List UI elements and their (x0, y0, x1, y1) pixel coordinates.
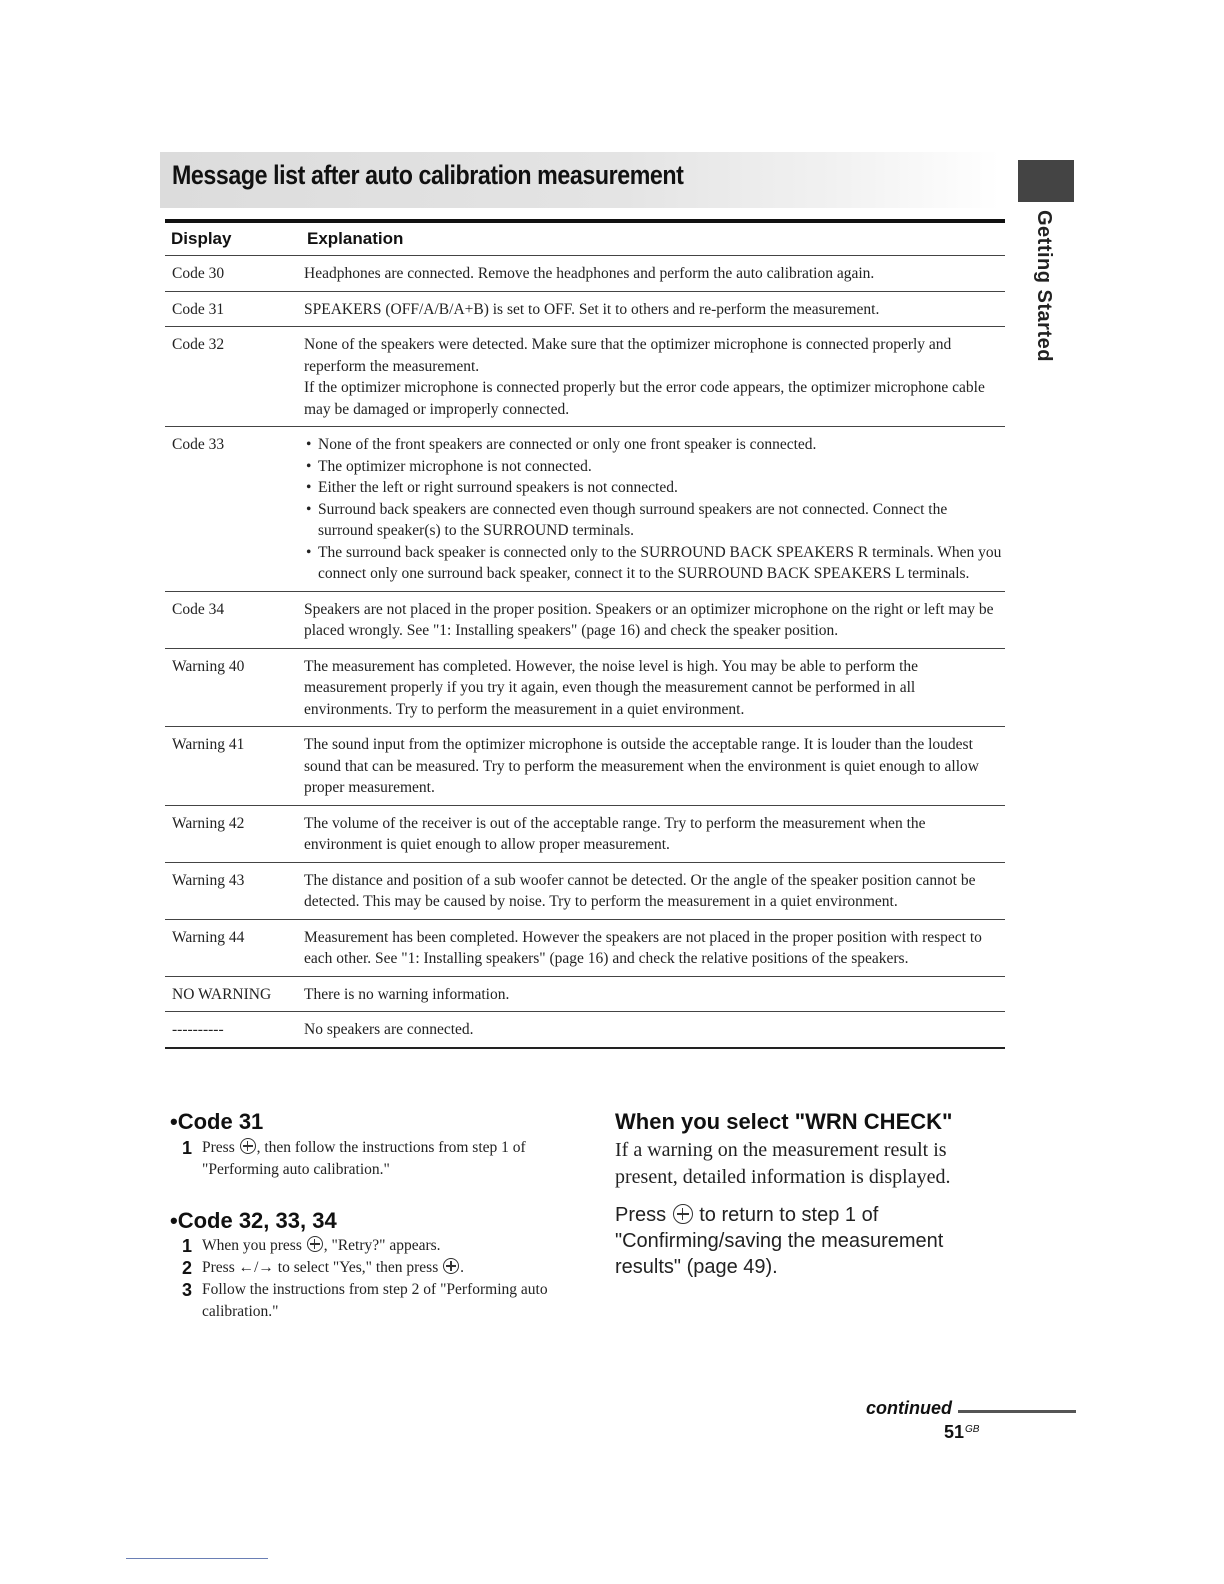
page-number-value: 51 (944, 1422, 965, 1442)
row-explanation-part: None of the speakers were detected. Make sure that the optimizer microphone is connected properly and reperform the measurement. (304, 336, 952, 375)
step-text (202, 1137, 582, 1181)
row-explanation: No speakers are connected. (304, 1021, 474, 1038)
row-code: Code 30 (172, 265, 225, 282)
step-text-part: When you press (202, 1237, 302, 1254)
bullet-item: • None of the front speakers are connected or only one front speaker is connected. (304, 434, 1003, 456)
enter-icon (673, 1204, 693, 1224)
table-header (165, 223, 1005, 256)
table-row (165, 863, 1005, 920)
enter-icon (240, 1138, 256, 1154)
step-number: 2 (182, 1258, 193, 1278)
enter-icon (443, 1258, 459, 1274)
table-row (165, 649, 1005, 728)
row-code: Code 32 (172, 336, 225, 353)
step-number: 3 (182, 1280, 193, 1300)
row-explanation: Headphones are connected. Remove the headphones and perform the auto calibration again. (304, 265, 875, 282)
message-table (165, 219, 1005, 1049)
step-number: 1 (182, 1138, 193, 1158)
table-row (165, 727, 1005, 806)
continued-rule (958, 1410, 1076, 1413)
code31-steps (182, 1137, 582, 1181)
bullet-list (304, 434, 1003, 585)
wrn-check-press (615, 1202, 1005, 1280)
step-text-part: . (460, 1259, 464, 1276)
row-code: ---------- (172, 1021, 224, 1038)
code32-steps (182, 1235, 582, 1323)
step-text-part: , "Retry?" appears. (323, 1237, 441, 1254)
header-display: Display (171, 229, 232, 248)
row-code: NO WARNING (172, 985, 272, 1003)
step-text-part: Press ←/→ to select "Yes," then press (202, 1259, 439, 1276)
table-row (165, 327, 1005, 427)
row-explanation: The distance and position of a sub woofer cannot be detected. Or the angle of the speaker position cannot be detected. This may be caused by noise. Try to perform the measurement in a quiet environment. (304, 871, 976, 910)
table-row (165, 920, 1005, 977)
step (182, 1279, 582, 1323)
table-row (165, 256, 1005, 292)
bullet-item: • The optimizer microphone is not connected. (304, 456, 1003, 478)
table-row (165, 1012, 1005, 1049)
header-explanation: Explanation (307, 229, 404, 248)
footnote-rule (126, 1558, 268, 1559)
step-text-part: , then follow the instructions from step 1 of "Performing auto calibration." (202, 1139, 526, 1178)
row-explanation: The sound input from the optimizer microphone is outside the acceptable range. It is louder than the loudest sound that can be measured. Try to perform the measurement when the environment is quiet enough to allow proper measurement. (304, 736, 979, 796)
enter-icon (307, 1236, 323, 1252)
section-tab-marker (1018, 160, 1074, 202)
step-text-part: Press (202, 1139, 235, 1156)
step (182, 1137, 582, 1181)
row-code: Warning 43 (172, 871, 245, 889)
section-side-label: Getting Started (1033, 210, 1055, 362)
row-code: Warning 44 (172, 928, 245, 946)
row-code: Warning 42 (172, 814, 245, 832)
row-explanation (304, 334, 1005, 420)
page-number (944, 1422, 979, 1443)
row-explanation: Speakers are not placed in the proper position. Speakers or an optimizer microphone on the right or left may be placed wrongly. See "1: Installing speakers" (page 16) and check the speaker position. (304, 600, 994, 639)
row-explanation: The measurement has completed. However, the noise level is high. You may be able to perform the measurement properly if you try it again, even though the measurement cannot be performed in all environments. Try to perform the measurement in a quiet environment. (304, 657, 919, 718)
row-explanation: The volume of the receiver is out of the acceptable range. Try to perform the measurement when the environment is quiet enough to allow proper measurement. (304, 814, 926, 853)
table-row (165, 292, 1005, 328)
row-explanation: SPEAKERS (OFF/A/B/A+B) is set to OFF. Set it to others and re-perform the measurement. (304, 300, 880, 318)
row-code: Warning 41 (172, 736, 245, 753)
page-number-suffix: GB (965, 1424, 980, 1435)
step-text (202, 1257, 582, 1279)
table-row (165, 427, 1005, 592)
continued-label: continued (866, 1398, 952, 1418)
table-row (165, 977, 1005, 1013)
bullet-item: • The surround back speaker is connected only to the SURROUND BACK SPEAKERS R terminals. When you connect only one surround back speaker, connect it to the SURROUND BACK SPEAKERS L terminals. (304, 542, 1003, 585)
table-row (165, 592, 1005, 649)
row-code: Warning 40 (172, 657, 245, 675)
bullet-item: • Either the left or right surround speakers is not connected. (304, 477, 1003, 499)
step (182, 1257, 582, 1279)
page-title: Message list after auto calibration measurement (172, 160, 684, 190)
row-code: Code 31 (172, 300, 225, 318)
row-code: Code 34 (172, 600, 225, 618)
press-text-part: to return to step 1 of "Confirming/saving the measurement results" (page 49). (615, 1204, 944, 1278)
wrn-check-body: If a warning on the measurement result is present, detailed information is displayed. (615, 1139, 951, 1188)
code31-heading: •Code 31 (170, 1109, 264, 1134)
step-text (202, 1235, 582, 1257)
press-text-part: Press (615, 1204, 667, 1226)
step-number: 1 (182, 1236, 193, 1256)
table-row (165, 806, 1005, 863)
row-explanation (304, 434, 1005, 585)
row-explanation-part: If the optimizer microphone is connected properly but the error code appears, the optimizer microphone cable may be damaged or improperly connected. (304, 379, 985, 418)
code32-heading: •Code 32, 33, 34 (170, 1208, 337, 1233)
step-text: Follow the instructions from step 2 of "Performing auto calibration." (202, 1281, 548, 1320)
row-explanation: Measurement has been completed. However the speakers are not placed in the proper position with respect to each other. See "1: Installing speakers" (page 16) and check the relative positions of the speakers. (304, 928, 982, 967)
row-code: Code 33 (172, 436, 225, 453)
step (182, 1235, 582, 1257)
bullet-item: • Surround back speakers are connected even though surround speakers are not connected. Connect the surround speaker(s) to the SURROUND terminals. (304, 499, 1003, 542)
wrn-check-heading: When you select "WRN CHECK" (615, 1109, 953, 1134)
row-explanation: There is no warning information. (304, 985, 510, 1003)
